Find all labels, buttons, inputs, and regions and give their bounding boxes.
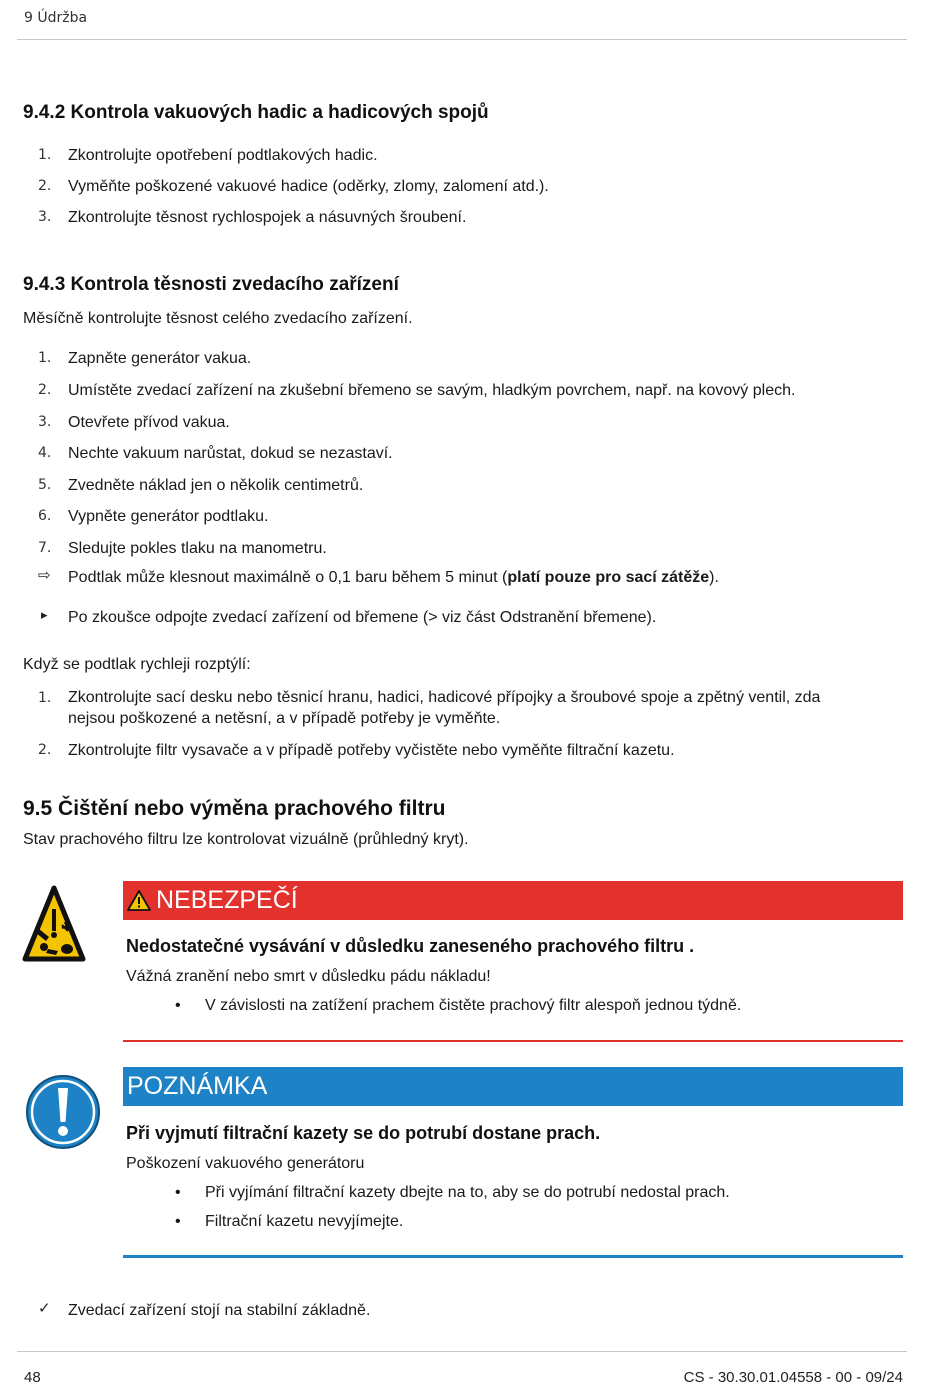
list-item: Umístěte zvedací zařízení na zkušební břemeno se savým, hladkým povrchem, např. na kovový plech. — [68, 382, 796, 399]
danger-label: NEBEZPEČÍ — [156, 886, 298, 914]
list-number: 2. — [38, 742, 52, 758]
result-arrow-icon: ⇨ — [38, 567, 51, 584]
list-number: 3. — [38, 414, 52, 430]
result-text-bold: platí pouze pro sací zátěže — [507, 569, 710, 586]
list-number: 1. — [38, 690, 52, 706]
result-text-end: ). — [709, 569, 719, 586]
bullet-dot: • — [175, 1184, 181, 1201]
exclamation-mandatory-icon — [25, 1074, 101, 1150]
notice-banner — [123, 1067, 903, 1106]
notice-title: Při vyjmutí filtrační kazety se do potrubí dostane prach. — [126, 1123, 601, 1143]
list-number: 2. — [38, 382, 52, 398]
list-number: 3. — [38, 209, 52, 225]
page-number: 48 — [24, 1369, 41, 1386]
notice-consequence: Poškození vakuového generátoru — [126, 1155, 365, 1172]
list-item: Zkontrolujte filtr vysavače a v případě potřeby vyčistěte nebo vyměňte filtrační kazetu. — [68, 742, 675, 759]
heading-9-4-2: 9.4.2 Kontrola vakuových hadic a hadicových spojů — [23, 102, 489, 123]
action-text: Po zkoušce odpojte zvedací zařízení od břemene (> viz část Odstranění břemene). — [68, 609, 657, 626]
danger-measure: V závislosti na zatížení prachem čistěte prachový filtr alespoň jednou týdně. — [205, 997, 742, 1014]
falling-load-hazard-icon — [22, 885, 86, 963]
checkmark-icon: ✓ — [38, 1300, 51, 1317]
list-number: 5. — [38, 477, 52, 493]
warning-triangle-icon — [127, 890, 151, 911]
list-item: Nechte vakuum narůstat, dokud se nezastaví. — [68, 445, 393, 462]
list-number: 2. — [38, 178, 52, 194]
list-item-continuation: nejsou poškozené a netěsní, a v případě potřeby je vyměňte. — [68, 710, 501, 727]
notice-measure: Filtrační kazetu nevyjímejte. — [205, 1213, 404, 1230]
list-item: Vypněte generátor podtlaku. — [68, 508, 269, 525]
bullet-dot: • — [175, 1213, 181, 1230]
action-triangle-icon: ▸ — [41, 607, 48, 622]
list-number: 4. — [38, 445, 52, 461]
list-item: Zkontrolujte opotřebení podtlakových hadic. — [68, 147, 378, 164]
notice-box-bottom-rule — [123, 1255, 903, 1258]
section-intro: Měsíčně kontrolujte těsnost celého zvedacího zařízení. — [23, 310, 413, 327]
list-item: Zkontrolujte těsnost rychlospojek a násuvných šroubení. — [68, 209, 467, 226]
danger-consequence: Vážná zranění nebo smrt v důsledku pádu nákladu! — [126, 968, 491, 985]
list-item: Zvedněte náklad jen o několik centimetrů. — [68, 477, 364, 494]
heading-9-5: 9.5 Čištění nebo výměna prachového filtru — [23, 797, 446, 820]
list-number: 1. — [38, 147, 52, 163]
list-number: 7. — [38, 540, 52, 556]
list-item: Vyměňte poškozené vakuové hadice (oděrky, zlomy, zalomení atd.). — [68, 178, 549, 195]
header-rule — [17, 39, 907, 40]
list-item: Zapněte generátor vakua. — [68, 350, 252, 367]
notice-measure: Při vyjímání filtrační kazety dbejte na to, aby se do potrubí nedostal prach. — [205, 1184, 730, 1201]
result-text-plain: Podtlak může klesnout maximálně o 0,1 baru během 5 minut ( — [68, 569, 508, 586]
running-header: 9 Údržba — [24, 10, 88, 26]
list-item: Otevřete přívod vakua. — [68, 414, 230, 431]
danger-banner — [123, 881, 903, 920]
result-text — [68, 567, 719, 588]
footer-rule — [17, 1351, 907, 1352]
list-number: 6. — [38, 508, 52, 524]
danger-box-bottom-rule — [123, 1040, 903, 1042]
list-number: 1. — [38, 350, 52, 366]
notice-label: POZNÁMKA — [127, 1072, 268, 1100]
danger-title: Nedostatečné vysávání v důsledku zaneseného prachového filtru . — [126, 936, 695, 956]
list-item: Sledujte pokles tlaku na manometru. — [68, 540, 327, 557]
bullet-dot: • — [175, 997, 181, 1014]
fast-loss-intro: Když se podtlak rychleji rozptýlí: — [23, 656, 251, 673]
document-id: CS - 30.30.01.04558 - 00 - 09/24 — [683, 1369, 903, 1386]
precondition-text: Zvedací zařízení stojí na stabilní základně. — [68, 1302, 371, 1319]
section-intro: Stav prachového filtru lze kontrolovat vizuálně (průhledný kryt). — [23, 831, 469, 848]
list-item: Zkontrolujte sací desku nebo těsnicí hranu, hadici, hadicové přípojky a šroubové spoje a zpětný ventil, zda — [68, 689, 821, 706]
heading-9-4-3: 9.4.3 Kontrola těsnosti zvedacího zařízení — [23, 274, 399, 295]
